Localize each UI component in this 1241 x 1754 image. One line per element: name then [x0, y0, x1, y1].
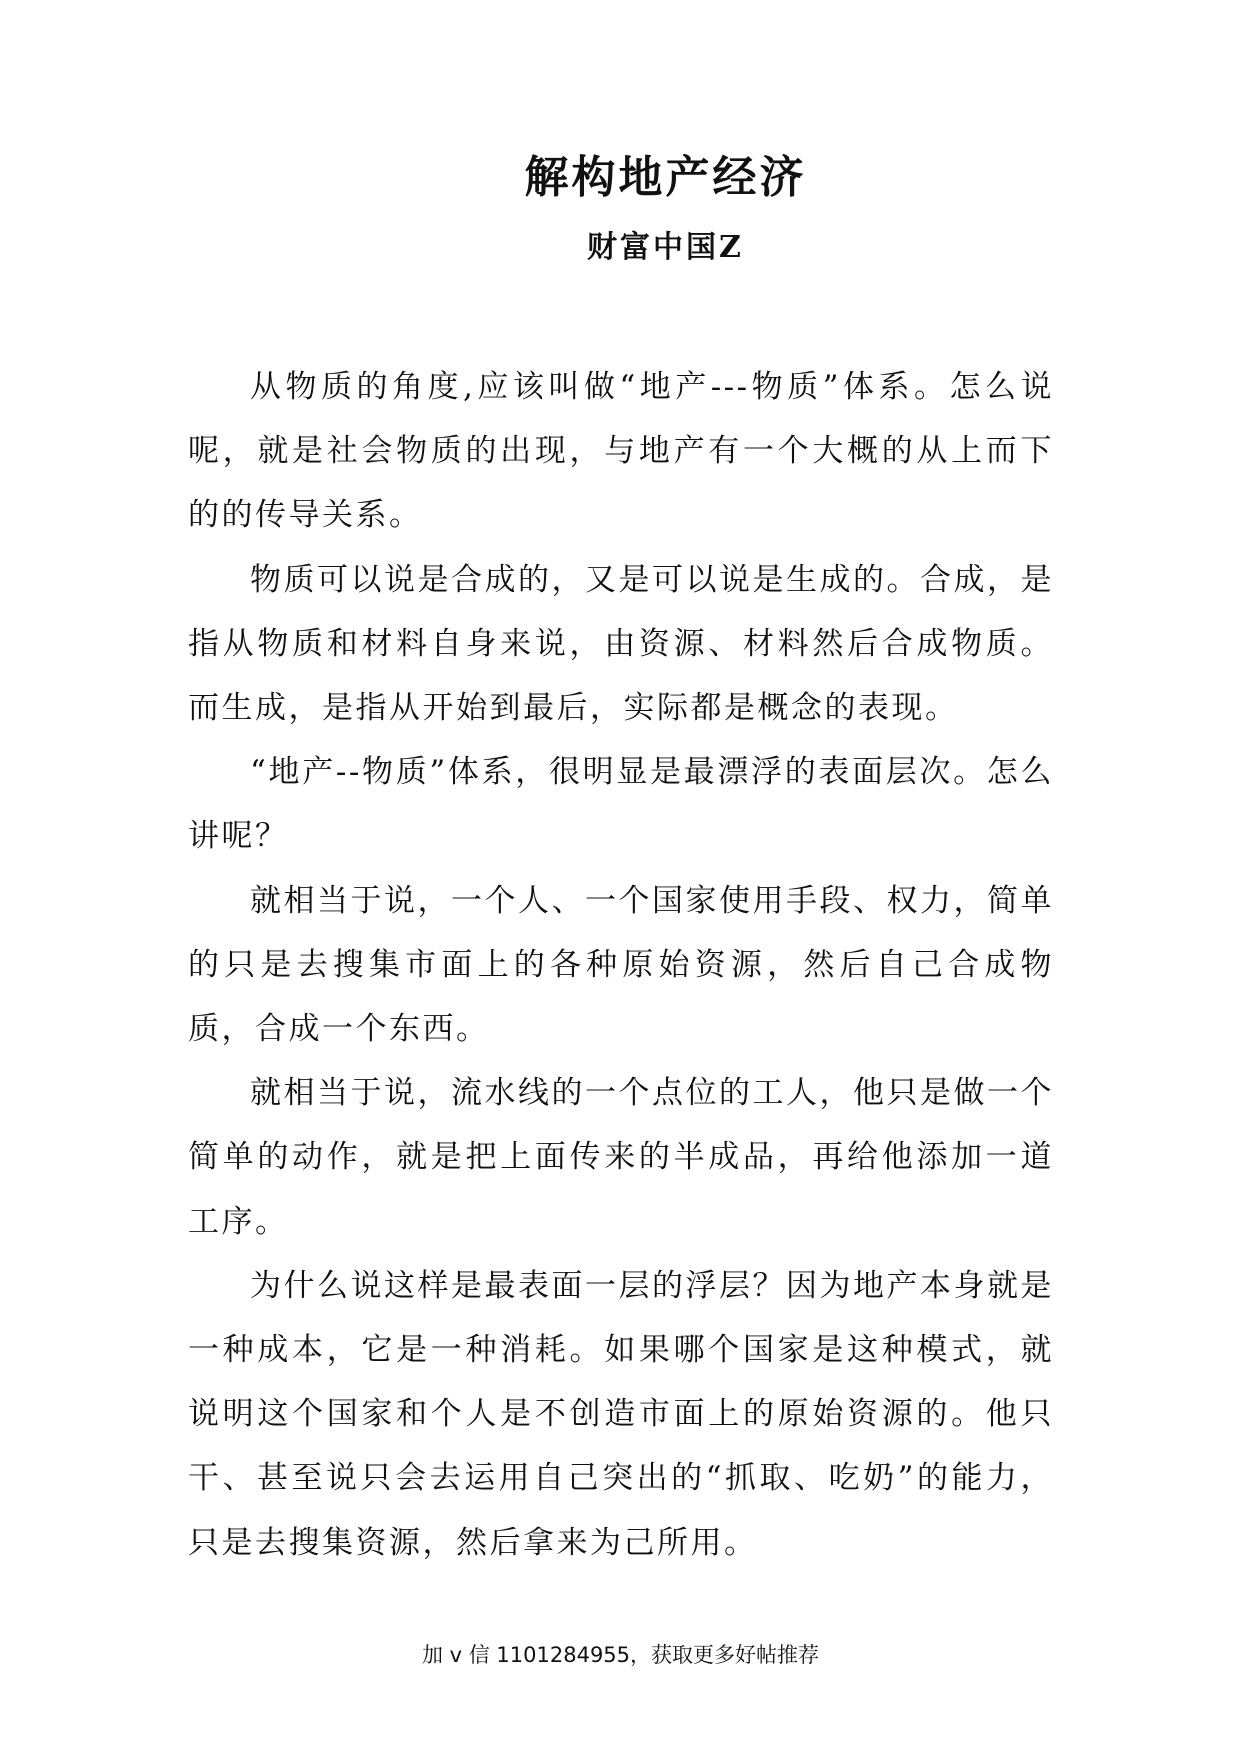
paragraph-4: 就相当于说，一个人、一个国家使用手段、权力，简单的只是去搜集市面上的各种原始资源，然后自己合成物质，合成一个东西。	[188, 882, 1054, 1048]
page-footer: 加 v 信 1101284955，获取更多好帖推荐	[421, 1643, 820, 1667]
paragraph-5: 就相当于说，流水线的一个点位的工人，他只是做一个简单的动作，就是把上面传来的半成品，再给他添加一道工序。	[188, 1075, 1054, 1240]
document-body	[188, 355, 1054, 1575]
document-author: 财富中国Z	[587, 230, 744, 265]
paragraph-1: 从物质的角度,应该叫做“地产---物质”体系。怎么说呢，就是社会物质的出现，与地产有一个大概的从上而下的的传导关系。	[188, 369, 1054, 534]
paragraph-6: 为什么说这样是最表面一层的浮层？因为地产本身就是一种成本，它是一种消耗。如果哪个国家是这种模式，就说明这个国家和个人是不创造市面上的原始资源的。他只干、甚至说只会去运用自己突出的“抓取、吃奶”的能力，只是去搜集资源，然后拿来为己所用。	[188, 1267, 1054, 1561]
paragraph-3: “地产--物质”体系，很明显是最漂浮的表面层次。怎么讲呢？	[188, 754, 1054, 855]
paragraph-2: 物质可以说是合成的，又是可以说是生成的。合成，是指从物质和材料自身来说，由资源、材料然后合成物质。 而生成，是指从开始到最后，实际都是概念的表现。	[188, 561, 1054, 727]
document-title: 解构地产经济	[524, 152, 807, 203]
